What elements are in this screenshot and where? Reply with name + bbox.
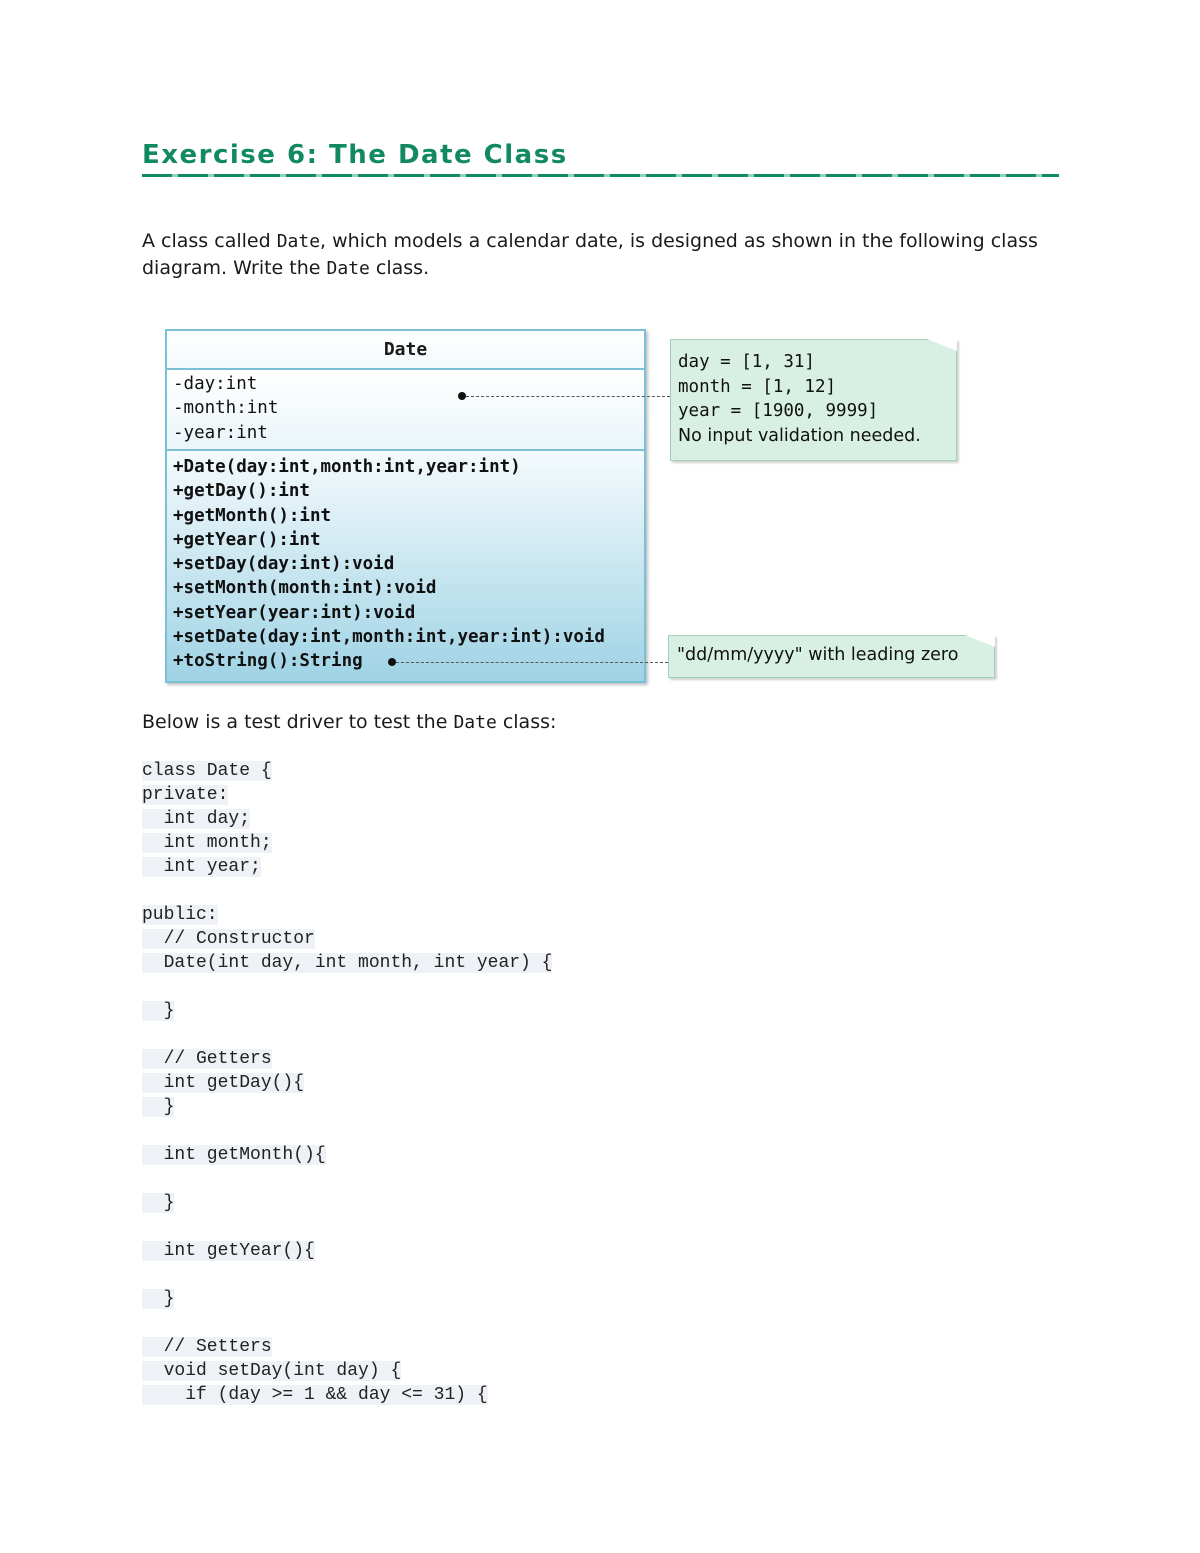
- code-text: }: [142, 1097, 175, 1117]
- code-line: [142, 1167, 552, 1191]
- uml-operation: +getYear():int: [173, 529, 321, 550]
- code-text: class Date {: [142, 761, 272, 781]
- uml-attribute: -month:int: [173, 398, 279, 419]
- note-line: year = [1900, 9999]: [678, 401, 879, 421]
- code-line: [142, 1143, 552, 1167]
- code-text: Date(int day, int month, int year) {: [142, 953, 553, 973]
- uml-operation: +getMonth():int: [173, 505, 332, 526]
- code-line: [142, 1335, 552, 1359]
- code-line: [142, 783, 552, 807]
- page-title: Exercise 6: The Date Class: [142, 140, 568, 170]
- code-line: [142, 1359, 552, 1383]
- uml-attribute: -day:int: [173, 374, 258, 394]
- uml-operation: +Date(day:int,month:int,year:int): [173, 457, 521, 477]
- tostring-format-note: [668, 635, 995, 678]
- code-text: private:: [142, 785, 229, 805]
- code-line: [142, 1071, 552, 1095]
- code-text: if (day >= 1 && day <= 31) {: [142, 1385, 488, 1405]
- code-line: [142, 1023, 552, 1047]
- code-text: int year;: [142, 857, 261, 877]
- code-text: int day;: [142, 809, 251, 829]
- title-underline: [142, 174, 1059, 177]
- uml-operation: +getDay():int: [173, 481, 310, 502]
- code-text: void setDay(int day) {: [142, 1361, 402, 1381]
- code-line: [142, 1047, 552, 1071]
- code-line: [142, 1311, 552, 1335]
- code-line: [142, 807, 552, 831]
- uml-operation: +setMonth(month:int):void: [173, 578, 437, 599]
- uml-operations: [167, 451, 644, 681]
- code-line: [142, 951, 552, 975]
- code-line: [142, 879, 552, 903]
- code-line: [142, 759, 552, 783]
- note-line: day = [1, 31]: [678, 352, 815, 372]
- code-text: int month;: [142, 833, 272, 853]
- attribute-constraints-note: [670, 339, 957, 461]
- code-line: [142, 1239, 552, 1263]
- uml-class-box: [165, 329, 646, 683]
- code-text: // Setters: [142, 1337, 272, 1357]
- code-text: // Getters: [142, 1049, 272, 1069]
- uml-operation: +setDate(day:int,month:int,year:int):void: [173, 627, 605, 648]
- code-line: [142, 1191, 552, 1215]
- code-text: }: [142, 1193, 175, 1213]
- code-listing: [142, 759, 552, 1407]
- uml-attribute: -year:int: [173, 422, 268, 443]
- note-fold-corner: [965, 635, 995, 647]
- uml-operation: +setDay(day:int):void: [173, 554, 395, 575]
- uml-attributes: [167, 370, 644, 451]
- code-line: [142, 1287, 552, 1311]
- code-text: int getMonth(){: [142, 1145, 326, 1165]
- tostring-connector-dot: [388, 658, 396, 666]
- note-line: month = [1, 12]: [678, 376, 837, 397]
- attribute-connector-dot: [458, 392, 466, 400]
- code-line: [142, 855, 552, 879]
- code-text: }: [142, 1289, 175, 1309]
- code-text: int getDay(){: [142, 1073, 305, 1093]
- code-line: [142, 999, 552, 1023]
- uml-class-name: Date: [167, 331, 644, 370]
- code-line: [142, 927, 552, 951]
- attribute-connector-line: [466, 396, 670, 397]
- code-line: [142, 1263, 552, 1287]
- code-text: }: [142, 1001, 175, 1021]
- note-fold-corner: [927, 339, 957, 351]
- code-line: [142, 1383, 552, 1407]
- uml-operation: +toString():String: [173, 651, 363, 672]
- code-line: [142, 975, 552, 999]
- note-line: No input validation needed.: [678, 425, 921, 446]
- code-line: [142, 831, 552, 855]
- code-text: // Constructor: [142, 929, 315, 949]
- note-line: "dd/mm/yyyy" with leading zero: [677, 645, 959, 665]
- tostring-connector-line: [396, 662, 668, 663]
- code-line: [142, 1215, 552, 1239]
- intro-paragraph: A class called Date, which models a calendar date, is designed as shown in the following class diagram. Write the Date class.: [142, 230, 1038, 279]
- driver-paragraph: Below is a test driver to test the Date class:: [142, 711, 557, 733]
- code-text: public:: [142, 905, 218, 925]
- code-line: [142, 903, 552, 927]
- code-line: [142, 1119, 552, 1143]
- code-line: [142, 1095, 552, 1119]
- uml-operation: +setYear(year:int):void: [173, 602, 416, 623]
- code-text: int getYear(){: [142, 1241, 315, 1261]
